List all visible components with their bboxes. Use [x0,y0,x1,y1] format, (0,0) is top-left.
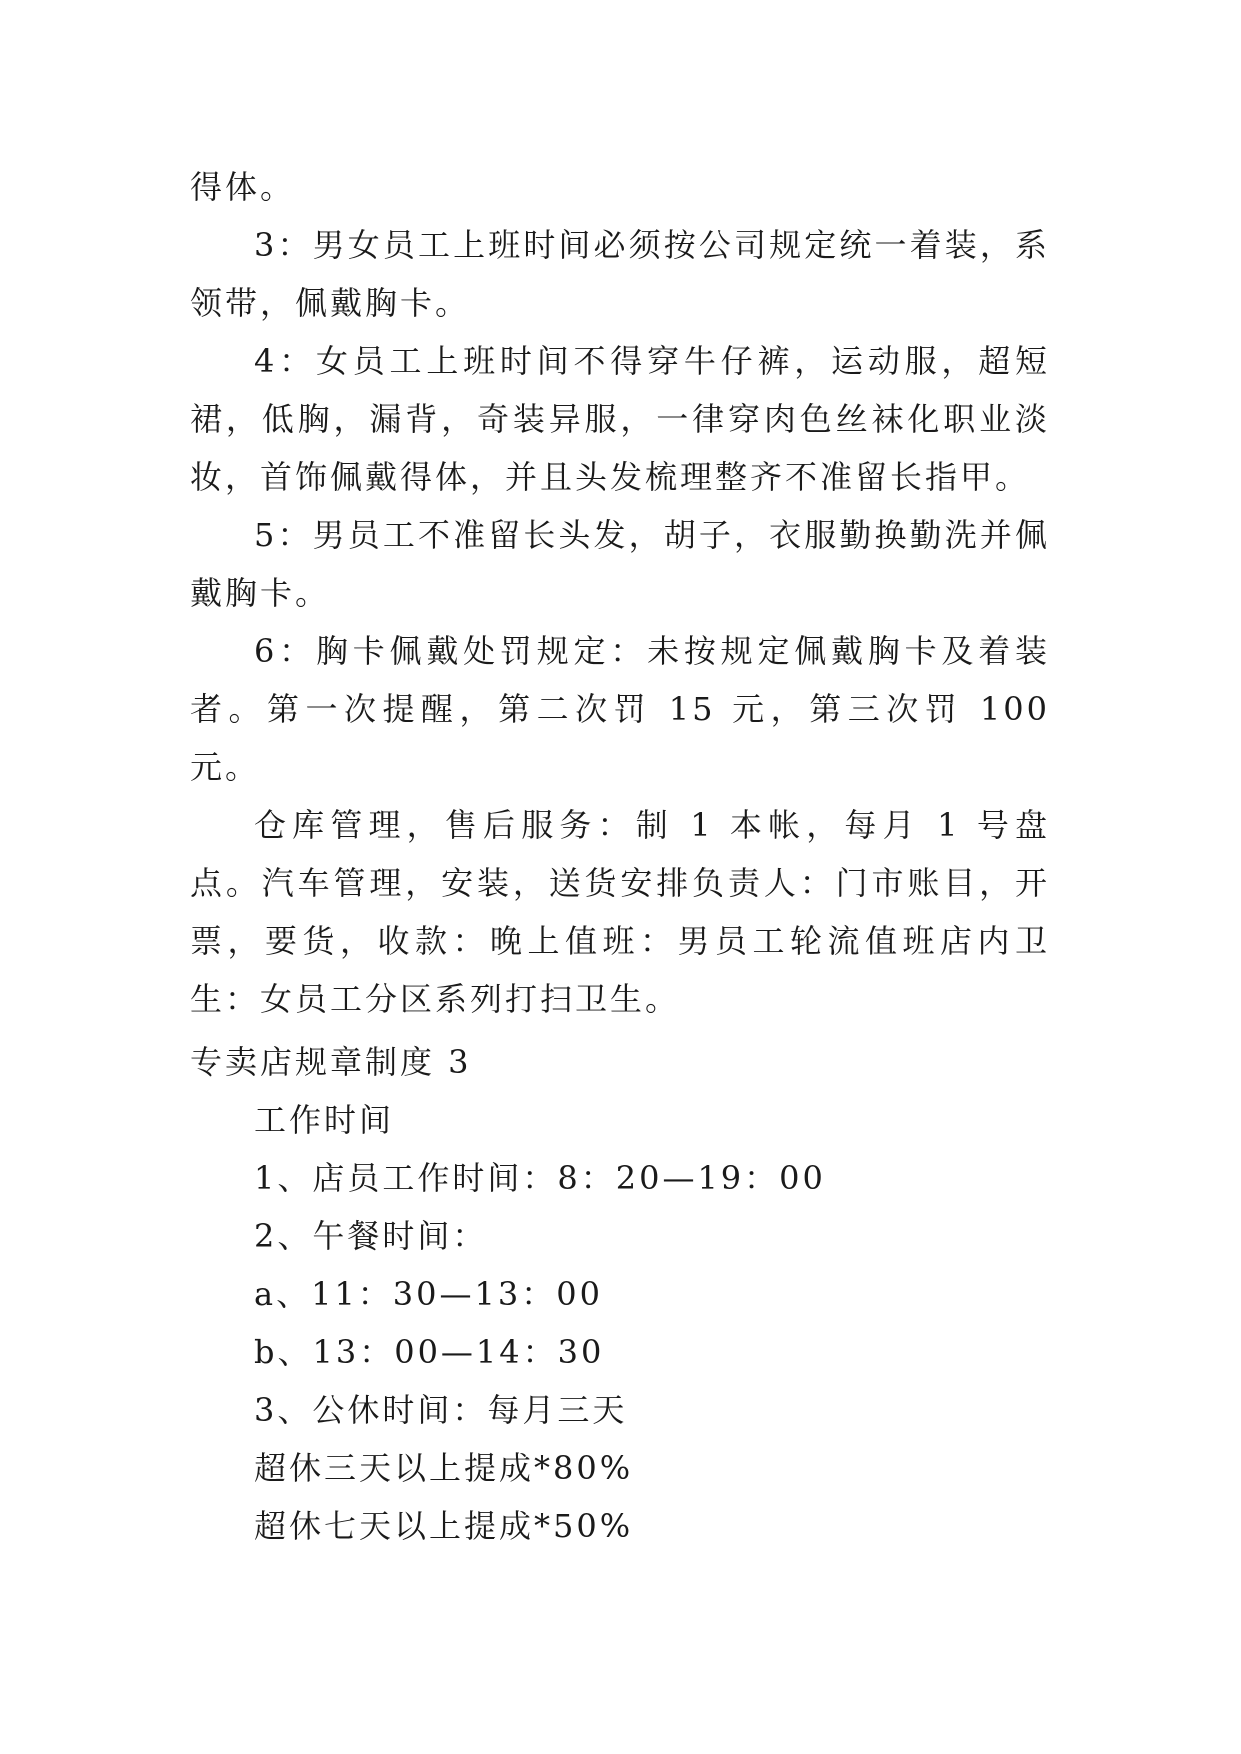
paragraph-rule-5: 5：男员工不准留长头发，胡子，衣服勤换勤洗并佩戴胸卡。 [190,516,1050,612]
paragraph-responsibilities: 仓库管理，售后服务：制 1 本帐，每月 1 号盘点。汽车管理，安装，送货安排负责人：门市账目，开票，要货，收款：晚上值班：男员工轮流值班店内卫生：女员工分区系列打扫卫生。 [190,806,1050,1018]
rules-section-text [190,158,1050,1028]
list-item: 3、公休时间：每月三天 [254,1391,628,1429]
list-item: 超休七天以上提成*50% [254,1507,634,1545]
list-item: 超休三天以上提成*80% [254,1449,634,1487]
list-item: 2、午餐时间： [254,1217,488,1255]
work-time-list [254,1091,826,1555]
paragraph-continuation: 得体。 [190,168,296,206]
list-item: 工作时间 [254,1101,395,1139]
section-heading: 专卖店规章制度 3 [190,1043,472,1081]
list-item: 1、店员工作时间：8：20—19：00 [254,1159,826,1197]
paragraph-rule-4: 4：女员工上班时间不得穿牛仔裤，运动服，超短裙，低胸，漏背，奇装异服，一律穿肉色丝袜化职业淡妆，首饰佩戴得体，并且头发梳理整齐不准留长指甲。 [190,342,1050,496]
list-item: a、11：30—13：00 [254,1275,603,1313]
list-item: b、13：00—14：30 [254,1333,605,1371]
paragraph-rule-6: 6：胸卡佩戴处罚规定：未按规定佩戴胸卡及着装者。第一次提醒，第二次罚 15 元，第三次罚 100 元。 [190,632,1050,786]
paragraph-rule-3: 3：男女员工上班时间必须按公司规定统一着装，系领带，佩戴胸卡。 [190,226,1050,322]
